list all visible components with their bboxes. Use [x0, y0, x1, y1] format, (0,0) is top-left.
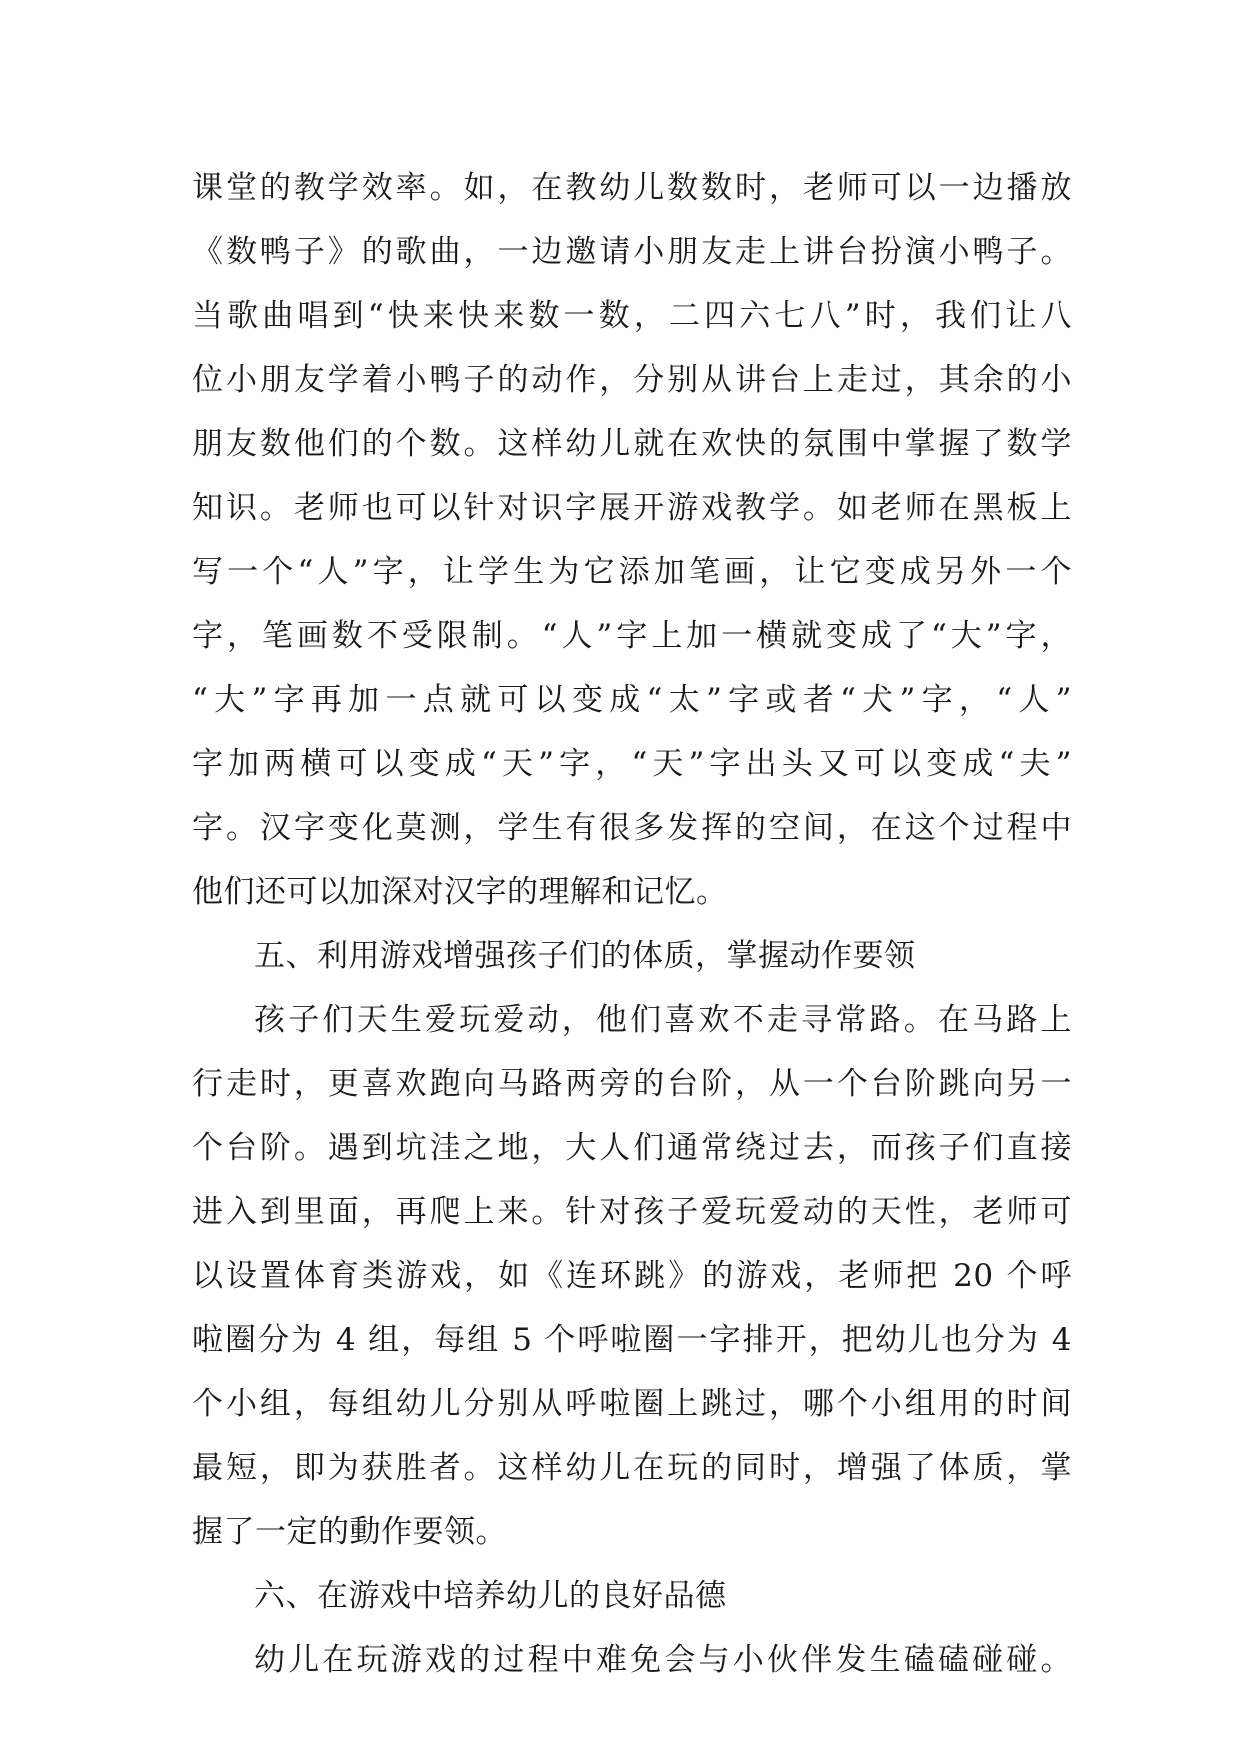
text-line: 字，笔画数不受限制。“人”字上加一横就变成了“大”字，: [192, 618, 1072, 654]
text-line: “大”字再加一点就可以变成“太”字或者“犬”字，“人”: [192, 682, 1072, 718]
text-line: 写一个“人”字，让学生为它添加笔画，让它变成另外一个: [192, 554, 1072, 590]
text-line: 握了一定的動作要领。: [192, 1514, 507, 1550]
paragraph-first-line: 孩子们天生爱玩爱动，他们喜欢不走寻常路。在马路上: [254, 1002, 1072, 1038]
text-line: 个台阶。遇到坑洼之地，大人们通常绕过去，而孩子们直接: [192, 1130, 1072, 1166]
text-line: 知识。老师也可以针对识字展开游戏教学。如老师在黑板上: [192, 490, 1072, 526]
text-line: 最短，即为获胜者。这样幼儿在玩的同时，增强了体质，掌: [192, 1450, 1072, 1486]
text-line: 啦圈分为 4 组，每组 5 个呼啦圈一字排开，把幼儿也分为 4: [192, 1322, 1072, 1358]
text-line: 课堂的教学效率。如，在教幼儿数数时，老师可以一边播放: [192, 170, 1072, 206]
document-body: [192, 156, 1072, 1692]
text-line: 个小组，每组幼儿分别从呼啦圈上跳过，哪个小组用的时间: [192, 1386, 1072, 1422]
text-line: 他们还可以加深对汉字的理解和记忆。: [192, 874, 728, 910]
section-heading: 五、利用游戏增强孩子们的体质，掌握动作要领: [254, 938, 916, 974]
text-line: 位小朋友学着小鸭子的动作，分别从讲台上走过，其余的小: [192, 362, 1072, 398]
text-line: 进入到里面，再爬上来。针对孩子爱玩爱动的天性，老师可: [192, 1194, 1072, 1230]
paragraph-first-line: 幼儿在玩游戏的过程中难免会与小伙伴发生磕磕碰碰。: [254, 1642, 1072, 1678]
section-heading: 六、在游戏中培养幼儿的良好品德: [254, 1578, 727, 1614]
text-line: 朋友数他们的个数。这样幼儿就在欢快的氛围中掌握了数学: [192, 426, 1072, 462]
text-line: 行走时，更喜欢跑向马路两旁的台阶，从一个台阶跳向另一: [192, 1066, 1072, 1102]
text-line: 以设置体育类游戏，如《连环跳》的游戏，老师把 20 个呼: [192, 1258, 1072, 1294]
text-line: 当歌曲唱到“快来快来数一数，二四六七八”时，我们让八: [192, 298, 1072, 334]
text-line: 字加两横可以变成“天”字，“天”字出头又可以变成“夫”: [192, 746, 1072, 782]
text-line: 《数鸭子》的歌曲，一边邀请小朋友走上讲台扮演小鸭子。: [192, 234, 1072, 270]
text-line: 字。汉字变化莫测，学生有很多发挥的空间，在这个过程中: [192, 810, 1072, 846]
